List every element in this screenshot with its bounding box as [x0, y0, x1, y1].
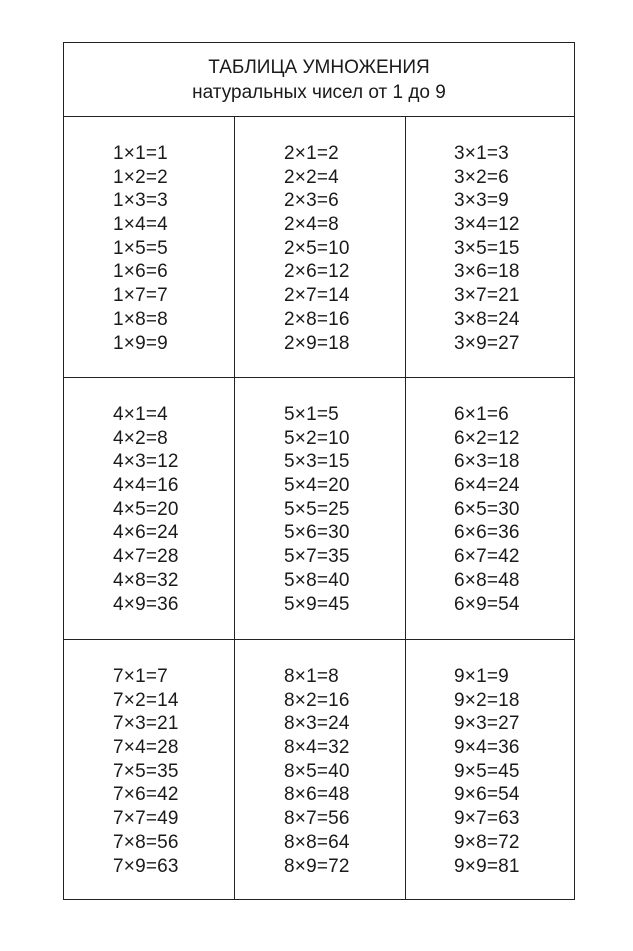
- equation: 5×1=5: [284, 404, 339, 425]
- block-3-lines: [454, 142, 520, 355]
- equation: 8×4=32: [284, 737, 350, 759]
- equation: 9×1=9: [454, 666, 509, 687]
- equation: 9×6=54: [454, 784, 520, 806]
- block-7: [64, 640, 235, 899]
- equation: 7×5=35: [113, 760, 179, 782]
- block-1-lines: [113, 142, 168, 355]
- table-grid: [64, 117, 574, 899]
- equation: 5×9=45: [284, 593, 350, 615]
- equation: 5×6=30: [284, 522, 350, 544]
- equation: 9×8=72: [454, 831, 520, 853]
- equation: 6×2=12: [454, 427, 520, 449]
- equation: 3×7=21: [454, 285, 520, 307]
- equation: 5×5=25: [284, 498, 350, 520]
- equation: 3×1=3: [454, 143, 509, 164]
- equation: 1×6=6: [113, 261, 168, 283]
- equation: 6×9=54: [454, 593, 520, 615]
- block-9-lines: [454, 665, 520, 878]
- equation: 1×4=4: [113, 214, 168, 236]
- equation: 7×9=63: [113, 855, 179, 877]
- equation: 6×3=18: [454, 451, 520, 473]
- equation: 5×7=35: [284, 546, 350, 568]
- equation: 8×7=56: [284, 808, 350, 830]
- block-8-lines: [284, 665, 350, 878]
- equation: 2×9=18: [284, 332, 350, 354]
- equation: 9×9=81: [454, 855, 520, 877]
- equation: 2×1=2: [284, 143, 339, 164]
- block-9: [406, 640, 574, 899]
- block-8: [235, 640, 406, 899]
- equation: 7×2=14: [113, 689, 179, 711]
- equation: 6×4=24: [454, 475, 520, 497]
- equation: 8×1=8: [284, 666, 339, 687]
- block-7-lines: [113, 665, 179, 878]
- equation: 2×8=16: [284, 308, 350, 330]
- equation: 8×3=24: [284, 713, 350, 735]
- equation: 3×2=6: [454, 166, 509, 188]
- equation: 3×8=24: [454, 308, 520, 330]
- equation: 3×4=12: [454, 214, 520, 236]
- equation: 1×5=5: [113, 237, 168, 259]
- equation: 2×6=12: [284, 261, 350, 283]
- equation: 5×2=10: [284, 427, 350, 449]
- equation: 5×8=40: [284, 569, 350, 591]
- equation: 9×4=36: [454, 737, 520, 759]
- equation: 6×1=6: [454, 404, 509, 425]
- equation: 4×7=28: [113, 546, 179, 568]
- equation: 5×4=20: [284, 475, 350, 497]
- equation: 6×8=48: [454, 569, 520, 591]
- block-1: [64, 117, 235, 378]
- equation: 3×3=9: [454, 190, 509, 212]
- equation: 6×7=42: [454, 546, 520, 568]
- equation: 2×2=4: [284, 166, 339, 188]
- equation: 4×4=16: [113, 475, 179, 497]
- block-6-lines: [454, 403, 520, 616]
- equation: 1×8=8: [113, 308, 168, 330]
- table-subtitle: натуральных чисел от 1 до 9: [192, 82, 446, 103]
- block-5-lines: [284, 403, 350, 616]
- equation: 9×5=45: [454, 760, 520, 782]
- equation: 5×3=15: [284, 451, 350, 473]
- equation: 1×2=2: [113, 166, 168, 188]
- equation: 1×7=7: [113, 285, 168, 307]
- equation: 4×3=12: [113, 451, 179, 473]
- table-header: [64, 43, 574, 117]
- equation: 8×9=72: [284, 855, 350, 877]
- equation: 4×8=32: [113, 569, 179, 591]
- block-4-lines: [113, 403, 179, 616]
- equation: 1×9=9: [113, 332, 168, 354]
- equation: 8×2=16: [284, 689, 350, 711]
- block-4: [64, 378, 235, 640]
- block-2: [235, 117, 406, 378]
- equation: 4×6=24: [113, 522, 179, 544]
- equation: 2×7=14: [284, 285, 350, 307]
- block-3: [406, 117, 574, 378]
- equation: 2×5=10: [284, 237, 350, 259]
- equation: 3×9=27: [454, 332, 520, 354]
- equation: 8×6=48: [284, 784, 350, 806]
- equation: 7×3=21: [113, 713, 179, 735]
- equation: 3×6=18: [454, 261, 520, 283]
- multiplication-table: [63, 42, 575, 900]
- equation: 9×2=18: [454, 689, 520, 711]
- equation: 9×3=27: [454, 713, 520, 735]
- equation: 1×3=3: [113, 190, 168, 212]
- equation: 9×7=63: [454, 808, 520, 830]
- equation: 7×8=56: [113, 831, 179, 853]
- equation: 8×5=40: [284, 760, 350, 782]
- equation: 8×8=64: [284, 831, 350, 853]
- equation: 7×7=49: [113, 808, 179, 830]
- equation: 7×6=42: [113, 784, 179, 806]
- table-title: ТАБЛИЦА УМНОЖЕНИЯ: [208, 57, 430, 78]
- equation: 3×5=15: [454, 237, 520, 259]
- equation: 7×4=28: [113, 737, 179, 759]
- equation: 2×4=8: [284, 214, 339, 236]
- equation: 4×9=36: [113, 593, 179, 615]
- equation: 6×6=36: [454, 522, 520, 544]
- block-6: [406, 378, 574, 640]
- block-5: [235, 378, 406, 640]
- equation: 4×5=20: [113, 498, 179, 520]
- equation: 6×5=30: [454, 498, 520, 520]
- equation: 4×1=4: [113, 404, 168, 425]
- equation: 7×1=7: [113, 666, 168, 687]
- equation: 2×3=6: [284, 190, 339, 212]
- block-2-lines: [284, 142, 350, 355]
- equation: 1×1=1: [113, 143, 168, 164]
- equation: 4×2=8: [113, 427, 168, 449]
